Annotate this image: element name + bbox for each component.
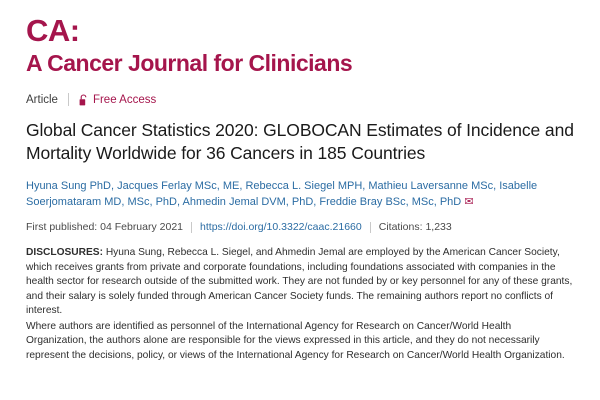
pub-divider-1 bbox=[191, 222, 192, 233]
author-list bbox=[26, 178, 574, 210]
free-access-label: Free Access bbox=[92, 93, 157, 106]
first-published-date: 04 February 2021 bbox=[100, 221, 184, 233]
citations-label: Citations: bbox=[378, 221, 423, 233]
meta-divider bbox=[68, 93, 69, 106]
disclosures-paragraph-1 bbox=[26, 246, 574, 319]
article-type-label: Article bbox=[26, 93, 58, 106]
free-access-badge[interactable] bbox=[79, 94, 156, 106]
journal-masthead bbox=[26, 14, 574, 77]
journal-full-title: A Cancer Journal for Clinicians bbox=[26, 50, 353, 76]
envelope-icon[interactable]: ✉ bbox=[464, 196, 474, 208]
disclosures-text-1: Hyuna Sung, Rebecca L. Siegel, and Ahmedin Jemal are employed by the American Cancer Society, which receives grants from private and corporate foundations, including foundations associated with companies in the health sector for research outside of the submitted work. They are not funded by or key personnel for any of these grants, and their salary is solely funded through American Cancer Society funds. The remaining authors report no conflicts of interest. bbox=[26, 247, 573, 316]
publication-info bbox=[26, 221, 574, 233]
disclosures-paragraph-2: Where authors are identified as personnel of the International Agency for Research on Cancer/World Health Organization, the authors alone are responsible for the views expressed in this article, and they do not necessarily represent the decisions, policy, or views of the International Agency for Research on Cancer/World Health Organization. bbox=[26, 320, 565, 361]
pub-divider-2 bbox=[370, 222, 371, 233]
disclosures-label: DISCLOSURES: bbox=[26, 247, 103, 258]
disclosures-section bbox=[26, 246, 574, 363]
article-title: Global Cancer Statistics 2020: GLOBOCAN Estimates of Incidence and Mortality Worldwide for 36 Cancers in 185 Countries bbox=[26, 120, 574, 163]
journal-abbrev-title: CA: bbox=[26, 13, 80, 48]
citations-count: 1,233 bbox=[425, 221, 452, 233]
open-lock-icon bbox=[79, 94, 88, 106]
article-meta-row bbox=[26, 93, 574, 106]
first-published-label: First published: bbox=[26, 221, 98, 233]
author-names[interactable]: Hyuna Sung PhD, Jacques Ferlay MSc, ME, Rebecca L. Siegel MPH, Mathieu Laversanne MSc, Isabelle Soerjomataram MD, MSc, PhD, Ahmedin Jemal DVM, PhD, Freddie Bray BSc, MSc, PhD bbox=[26, 180, 538, 208]
doi-link[interactable]: https://doi.org/10.3322/caac.21660 bbox=[200, 221, 362, 233]
